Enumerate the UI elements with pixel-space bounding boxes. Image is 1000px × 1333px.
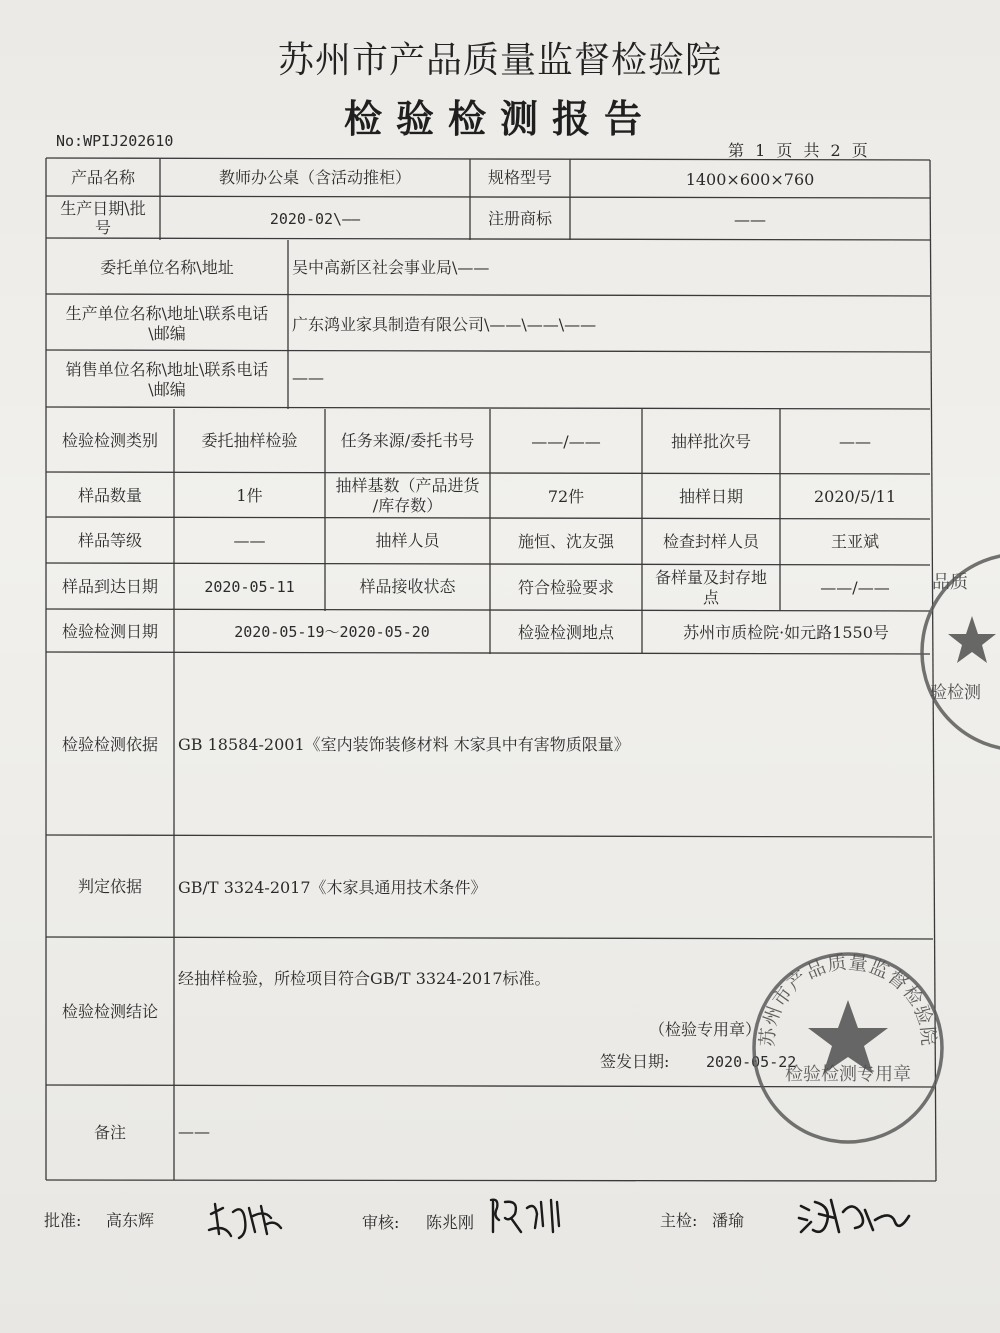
- backup-label: [642, 565, 780, 611]
- sampling-base-label-line2: /库存数）: [372, 495, 443, 515]
- sample-qty-label: 样品数量: [77, 485, 142, 505]
- official-seal: [748, 948, 948, 1148]
- sealer-label: 检查封样人员: [662, 532, 759, 551]
- product-name-value: 教师办公桌（含活动推柜）: [218, 168, 411, 187]
- reviewer-name: 陈兆刚: [426, 1213, 475, 1232]
- sample-grade-label: 样品等级: [77, 531, 142, 550]
- stamp-note: （检验专用章）: [648, 1020, 761, 1039]
- test-date-label: 检验检测日期: [61, 621, 158, 641]
- sampling-date-label: 抽样日期: [678, 486, 743, 506]
- judgement-label: 判定依据: [77, 877, 142, 896]
- test-location-value: 苏州市质检院·如元路1550号: [683, 622, 889, 642]
- issue-date-value: 2020-05-22: [706, 1053, 797, 1071]
- sampler-value: 施恒、沈友强: [517, 532, 614, 551]
- sealer-value: 王亚斌: [830, 532, 879, 551]
- seal-bottom-text: 检验检测专用章: [785, 1064, 911, 1085]
- sampling-base-label: [325, 473, 490, 518]
- sampler-label: 抽样人员: [375, 531, 440, 550]
- task-source-label: 任务来源/委托书号: [340, 431, 475, 450]
- approver-name: 高东辉: [106, 1211, 155, 1230]
- production-date-label-line1: 生产日期\批: [60, 199, 146, 218]
- manufacturer-label: [46, 296, 288, 351]
- sampling-date-value: 2020/5/11: [813, 486, 897, 506]
- remarks-value: ——: [178, 1122, 210, 1141]
- approver-signature: [205, 1194, 285, 1244]
- side-seal-bottom-text: 验检测: [930, 683, 981, 703]
- remarks-label: 备注: [93, 1123, 126, 1142]
- sample-grade-value: ——: [233, 531, 266, 550]
- production-date-label-line2: 号: [94, 218, 111, 237]
- arrival-date-value: 2020-05-11: [204, 578, 295, 596]
- side-seal-top-text: 品质: [932, 572, 968, 593]
- side-star-icon: [948, 616, 996, 663]
- backup-label-line2: 点: [702, 588, 719, 607]
- arrival-date-label: 样品到达日期: [61, 577, 158, 596]
- client-label: 委托单位名称\地址: [100, 257, 234, 277]
- approver-label: 批准:: [44, 1211, 82, 1230]
- sampling-base-label-line1: 抽样基数（产品进货: [335, 475, 480, 495]
- receipt-status-label: 样品接收状态: [359, 577, 456, 596]
- backup-value: ——/——: [820, 578, 890, 597]
- category-value: 委托抽样检验: [201, 431, 298, 450]
- trademark-value: ——: [734, 210, 766, 229]
- judgement-value: GB/T 3324-2017《木家具通用技术条件》: [178, 878, 487, 897]
- manufacturer-value: 广东鸿业家具制造有限公司\——\——\——: [292, 314, 597, 334]
- product-name-label: 产品名称: [70, 168, 135, 187]
- inspector-label: 主检:: [660, 1211, 698, 1230]
- conclusion-value: 经抽样检验，所检项目符合GB/T 3324-2017标准。: [178, 969, 551, 988]
- test-location-label: 检验检测地点: [517, 622, 614, 642]
- sample-qty-value: 1件: [236, 485, 263, 505]
- sampling-base-value: 72件: [547, 486, 585, 506]
- seller-value: ——: [292, 368, 324, 387]
- page-indicator: 第 1 页 共 2 页: [728, 141, 871, 160]
- reviewer-label: 审核:: [362, 1213, 400, 1232]
- category-label: 检验检测类别: [61, 431, 158, 450]
- conclusion-label: 检验检测结论: [61, 1002, 158, 1021]
- seller-label-line1: 销售单位名称\地址\联系电话: [65, 360, 269, 379]
- issue-date-label: 签发日期:: [600, 1052, 670, 1071]
- production-date-label: [46, 197, 160, 239]
- production-date-value: 2020-02\——: [269, 210, 361, 228]
- seller-label: [46, 352, 288, 408]
- backup-label-line1: 备样量及封存地: [654, 568, 767, 587]
- seal-top-text: 苏州市产品质量监督检验院: [756, 951, 940, 1048]
- test-date-value: 2020-05-19～2020-05-20: [234, 622, 430, 641]
- star-icon: [808, 1000, 888, 1074]
- basis-label: 检验检测依据: [61, 734, 158, 754]
- inspector-name: 潘瑜: [712, 1211, 745, 1230]
- manufacturer-label-line1: 生产单位名称\地址\联系电话: [65, 303, 269, 323]
- institution-name: 苏州市产品质量监督检验院: [277, 40, 722, 81]
- batch-value: ——: [839, 432, 871, 451]
- task-source-value: ——/——: [531, 432, 601, 451]
- model-value: 1400×600×760: [685, 170, 815, 189]
- cross-page-seal: [920, 552, 1000, 762]
- seller-label-line2: \邮编: [148, 380, 186, 399]
- receipt-status-value: 符合检验要求: [517, 578, 614, 597]
- inspector-signature: [795, 1192, 915, 1242]
- batch-label: 抽样批次号: [670, 432, 751, 451]
- manufacturer-label-line2: \邮编: [148, 323, 186, 343]
- client-value: 吴中高新区社会事业局\——: [292, 257, 490, 277]
- report-title: 检验检测报告: [343, 96, 656, 141]
- basis-value: GB 18584-2001《室内装饰装修材料 木家具中有害物质限量》: [178, 734, 630, 754]
- trademark-label: 注册商标: [487, 209, 552, 228]
- reviewer-signature: [485, 1192, 575, 1238]
- report-number: No:WPIJ202610: [56, 132, 174, 150]
- model-label: 规格型号: [487, 168, 552, 187]
